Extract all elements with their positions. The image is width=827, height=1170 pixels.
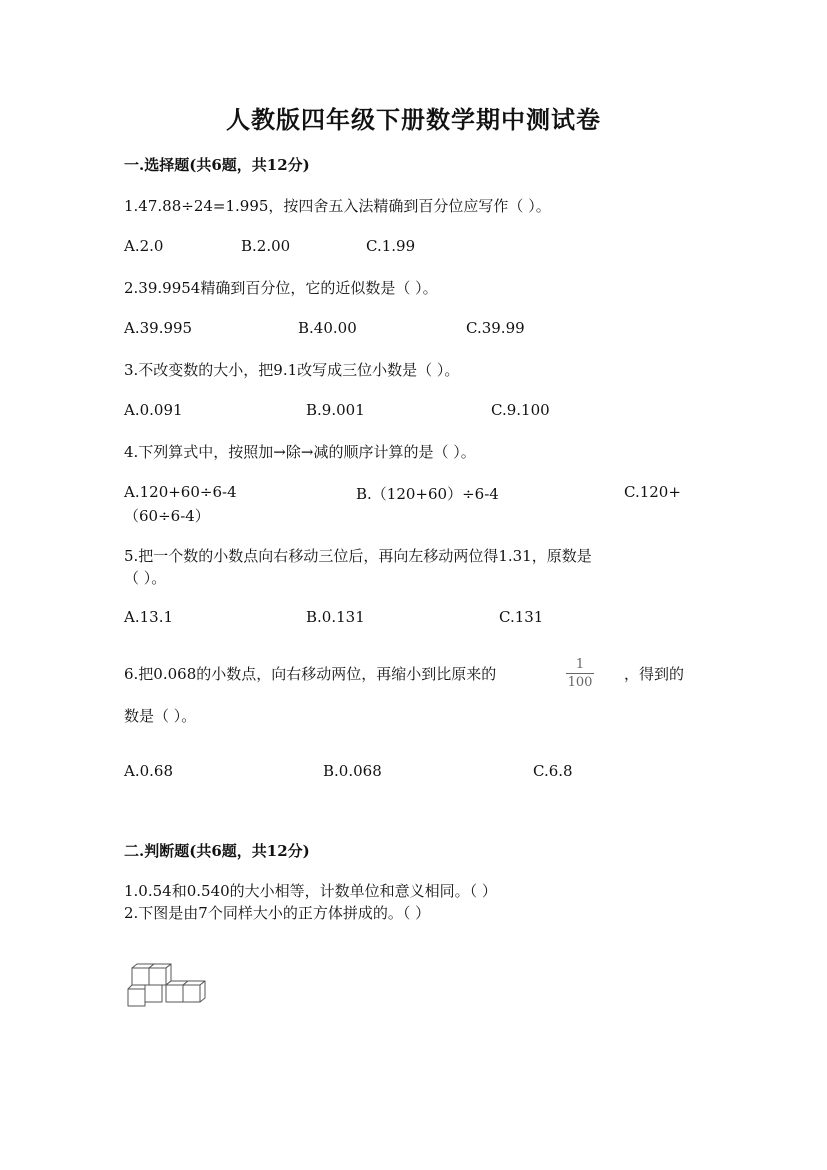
q6-option-a: A.0.68 [124,762,173,780]
q6-option-c: C.6.8 [533,762,573,780]
q3-option-c: C.9.100 [491,401,550,419]
page-title: 人教版四年级下册数学期中测试卷 [226,105,601,134]
question-5: 5.把一个数的小数点向右移动三位后，再向左移动两位得1.31，原数是 [124,547,592,565]
fraction-bar [566,673,594,674]
q5-option-c: C.131 [499,608,544,626]
question-6: 6.把0.068的小数点，向右移动两位，再缩小到比原来的 [124,665,497,683]
q1-option-b: B.2.00 [241,237,291,255]
q4-option-c: C.120+ [624,483,681,501]
section-heading-choice: 一.选择题(共6题，共12分) [124,156,310,174]
q5-option-a: A.13.1 [124,608,173,626]
q6-option-b: B.0.068 [323,762,382,780]
q4-option-b: B.（120+60）÷6-4 [356,485,499,503]
question-2: 2.39.9954精确到百分位，它的近似数是（ ）。 [124,279,438,297]
fraction-one-hundredth [566,657,594,690]
fraction-denominator: 100 [567,675,593,690]
cube-stack-figure-icon [124,960,210,1012]
q4-option-a: A.120+60÷6-4 [124,483,237,501]
q4-option-c-continued: （60÷6-4） [124,507,210,525]
q2-option-a: A.39.995 [124,319,193,337]
question-5-line-2: （ ）。 [124,569,167,587]
question-6-tail: ，得到的 [624,665,685,683]
q1-option-c: C.1.99 [366,237,416,255]
question-4: 4.下列算式中，按照加→除→减的顺序计算的是（ ）。 [124,443,476,461]
q3-option-a: A.0.091 [124,401,183,419]
question-3: 3.不改变数的大小，把9.1改写成三位小数是（ ）。 [124,361,460,379]
fraction-numerator: 1 [575,657,585,672]
judgement-question-2: 2.下图是由7个同样大小的正方体拼成的。（ ） [124,904,431,922]
section-heading-judgement: 二.判断题(共6题，共12分) [124,842,310,860]
question-6-line-2: 数是（ ）。 [124,707,197,725]
question-1: 1.47.88÷24=1.995，按四舍五入法精确到百分位应写作（ ）。 [124,197,551,215]
judgement-question-1: 1.0.54和0.540的大小相等，计数单位和意义相同。（ ） [124,882,497,900]
q1-option-a: A.2.0 [124,237,164,255]
q2-option-b: B.40.00 [298,319,357,337]
q2-option-c: C.39.99 [466,319,525,337]
q3-option-b: B.9.001 [306,401,365,419]
q5-option-b: B.0.131 [306,608,365,626]
